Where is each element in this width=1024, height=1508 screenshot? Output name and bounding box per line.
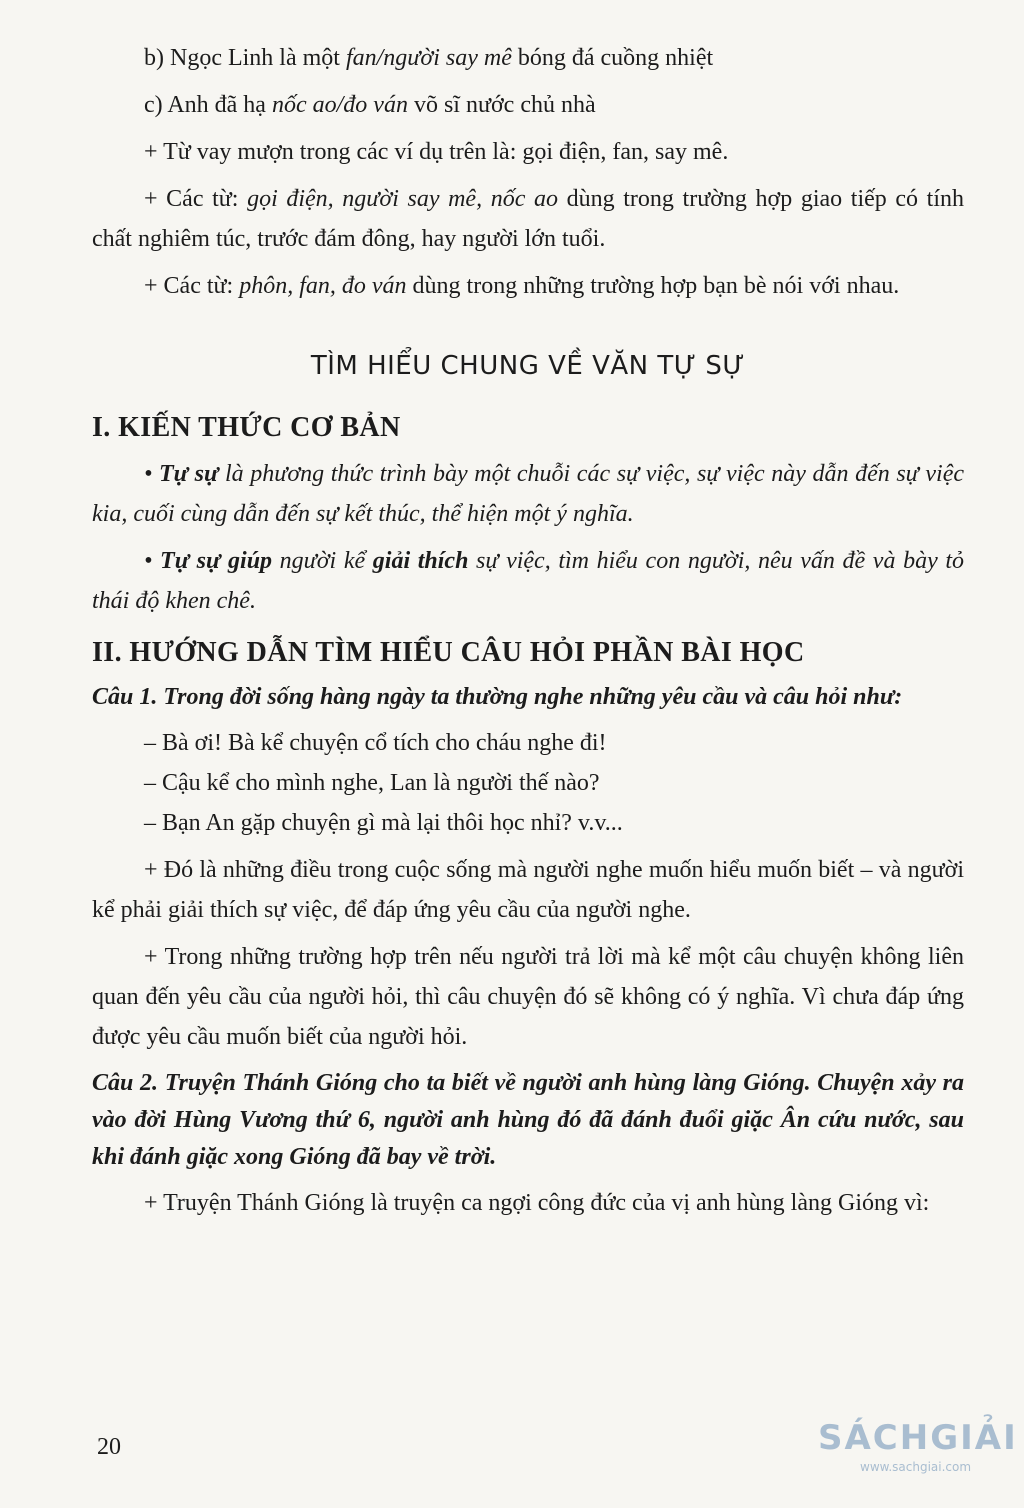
informal-words: + Các từ: phôn, fan, đo ván dùng trong những trường hợp bạn bè nói với nhau. <box>144 273 900 299</box>
question-1: Câu 1. Trong đời sống hàng ngày ta thường nghe những yêu cầu và câu hỏi như: <box>92 684 903 710</box>
question-2: Câu 2. Truyện Thánh Gióng cho ta biết về người anh hùng làng Gióng. Chuyện xảy ra vào đời Hùng Vương thứ 6, người anh hùng đó đã đánh đuổi giặc Ân cứu nước, sau khi đánh giặc xong Gióng đã bay về trời. <box>92 1070 964 1170</box>
q2-answer: + Truyện Thánh Gióng là truyện ca ngợi công đức của vị anh hùng làng Gióng vì: <box>144 1190 930 1216</box>
q1-item: – Bạn An gặp chuyện gì mà lại thôi học nhỉ? v.v... <box>144 810 623 836</box>
document-page <box>92 38 964 1223</box>
bullet-purpose: • Tự sự giúp người kể giải thích sự việc, tìm hiểu con người, nêu vấn đề và bày tỏ thái độ khen chê. <box>92 548 965 614</box>
q1-item: – Bà ơi! Bà kể chuyện cổ tích cho cháu nghe đi! <box>144 730 607 756</box>
section1-heading: I. KIẾN THỨC CƠ BẢN <box>92 412 401 443</box>
q1-answer-1: + Đó là những điều trong cuộc sống mà người nghe muốn hiểu muốn biết – và người kể phải giải thích sự việc, để đáp ứng yêu cầu của người nghe. <box>92 857 964 923</box>
q1-answer-2: + Trong những trường hợp trên nếu người trả lời mà kể một câu chuyện không liên quan đến yêu cầu của người hỏi, thì câu chuyện đó sẽ không có ý nghĩa. Vì chưa đáp ứng được yêu cầu muốn biết của người hỏi. <box>92 944 964 1050</box>
borrowed-words: + Từ vay mượn trong các ví dụ trên là: gọi điện, fan, say mê. <box>144 139 729 165</box>
example-b: b) Ngọc Linh là một fan/người say mê bóng đá cuồng nhiệt <box>144 45 714 71</box>
q1-item: – Cậu kể cho mình nghe, Lan là người thế nào? <box>144 770 600 796</box>
watermark-logo <box>818 1418 1018 1498</box>
watermark-brand: SÁCHGIẢI <box>818 1418 1018 1458</box>
formal-words: + Các từ: gọi điện, người say mê, nốc ao dùng trong trường hợp giao tiếp có tính chất nghiêm túc, trước đám đông, hay người lớn tuổi. <box>92 186 964 252</box>
watermark-url: www.sachgiai.com <box>860 1460 972 1474</box>
page-number: 20 <box>97 1434 121 1460</box>
bullet-definition: • Tự sự là phương thức trình bày một chuỗi các sự việc, sự việc này dẫn đến sự việc kia, cuối cùng dẫn đến sự kết thúc, thể hiện một ý nghĩa. <box>92 461 964 527</box>
section2-heading: II. HƯỚNG DẪN TÌM HIỂU CÂU HỎI PHẦN BÀI HỌC <box>92 637 805 668</box>
main-title: TÌM HIỂU CHUNG VỀ VĂN TỰ SỰ <box>310 351 746 381</box>
example-c: c) Anh đã hạ nốc ao/đo ván võ sĩ nước chủ nhà <box>144 92 596 118</box>
